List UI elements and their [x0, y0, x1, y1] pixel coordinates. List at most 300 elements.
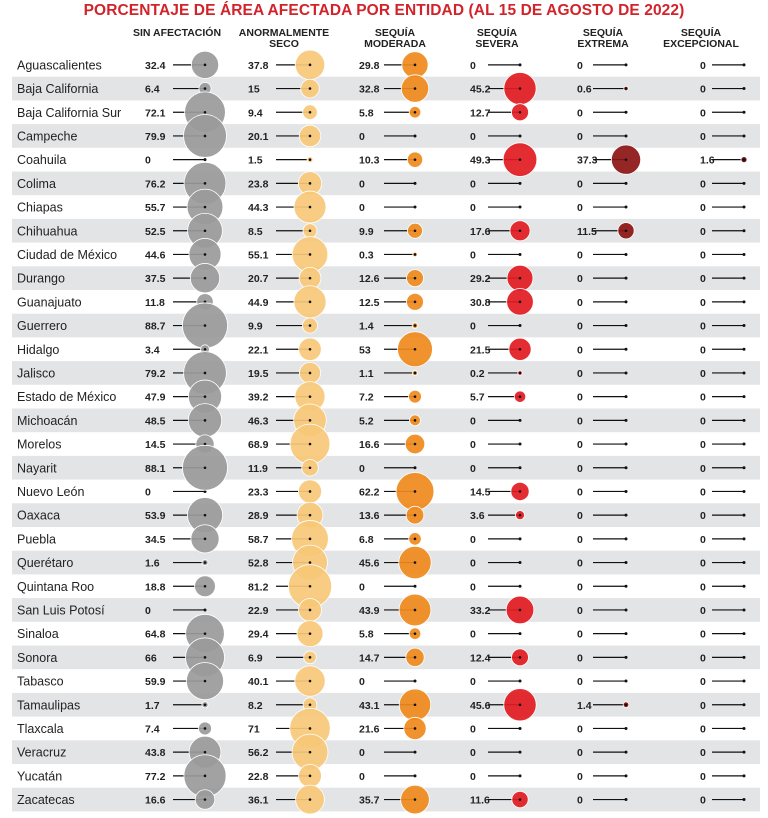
value-label-sequia-moderada: 9.9 [359, 225, 374, 238]
state-label: Sinaloa [17, 627, 59, 642]
state-label: Ciudad de México [17, 247, 118, 262]
value-label-sin-afectacion: 0 [145, 154, 151, 167]
endpoint-dot-sequia-extrema [625, 585, 628, 588]
endpoint-dot-sequia-extrema [625, 751, 628, 754]
value-label-sequia-moderada: 0 [359, 581, 365, 594]
bubble-center-dot [743, 158, 746, 161]
value-label-sin-afectacion: 1.6 [145, 557, 160, 570]
bubble-center-dot [204, 395, 207, 398]
state-label: Chihuahua [17, 224, 78, 239]
value-label-sequia-severa: 0 [470, 557, 476, 570]
state-label: Puebla [17, 532, 56, 547]
value-label-sequia-moderada: 21.6 [359, 723, 380, 736]
endpoint-dot-sequia-severa [519, 774, 522, 777]
value-label-sequia-severa: 12.7 [470, 107, 491, 120]
value-label-sequia-excepcional: 0 [700, 130, 706, 143]
value-label-sin-afectacion: 0 [145, 486, 151, 499]
value-label-sequia-severa: 0.2 [470, 367, 485, 380]
bubble-center-dot [309, 775, 312, 778]
value-label-anormalmente-seco: 71 [248, 723, 260, 736]
bubble-center-dot [204, 751, 207, 754]
bubble-center-dot [625, 87, 628, 90]
endpoint-dot-sequia-extrema [625, 490, 628, 493]
bubble-center-dot [414, 372, 417, 375]
value-label-sequia-moderada: 5.8 [359, 628, 374, 641]
value-label-sin-afectacion: 48.5 [145, 415, 166, 428]
value-label-sequia-extrema: 37.3 [577, 154, 598, 167]
endpoint-dot-sequia-moderada [414, 182, 417, 185]
endpoint-dot-sequia-extrema [625, 395, 628, 398]
value-label-sequia-excepcional: 0 [700, 510, 706, 523]
state-label: Querétaro [17, 556, 74, 571]
endpoint-dot-sequia-extrema [625, 514, 628, 517]
value-label-sequia-severa: 0 [470, 249, 476, 262]
bubble-center-dot [309, 632, 312, 635]
value-label-sequia-moderada: 62.2 [359, 486, 380, 499]
bubble-center-dot [519, 514, 522, 517]
value-label-anormalmente-seco: 15 [248, 83, 260, 96]
bubble-center-dot [625, 229, 628, 232]
endpoint-dot-sequia-severa [519, 466, 522, 469]
endpoint-dot-sequia-moderada [414, 206, 417, 209]
value-label-sin-afectacion: 44.6 [145, 249, 166, 262]
value-label-sequia-extrema: 0 [577, 794, 583, 807]
endpoint-dot-sequia-extrema [625, 277, 628, 280]
value-label-sequia-excepcional: 0 [700, 391, 706, 404]
value-label-sequia-excepcional: 0 [700, 178, 706, 191]
bubble-center-dot [519, 656, 522, 659]
value-label-sequia-moderada: 0 [359, 747, 365, 760]
value-label-sin-afectacion: 76.2 [145, 178, 166, 191]
value-label-sequia-excepcional: 0 [700, 557, 706, 570]
value-label-sequia-excepcional: 0 [700, 794, 706, 807]
endpoint-dot-sequia-excepcional [743, 206, 746, 209]
bubble-center-dot [204, 182, 207, 185]
bubble-center-dot [204, 64, 207, 67]
bubble-center-dot [204, 561, 207, 564]
bubble-center-dot [204, 538, 207, 541]
endpoint-dot-sequia-excepcional [743, 751, 746, 754]
bubble-center-dot [519, 348, 522, 351]
value-label-sequia-extrema: 0 [577, 391, 583, 404]
value-label-sequia-extrema: 0 [577, 202, 583, 215]
bubble-center-dot [414, 443, 417, 446]
value-label-anormalmente-seco: 81.2 [248, 581, 269, 594]
value-label-anormalmente-seco: 9.4 [248, 107, 263, 120]
value-label-anormalmente-seco: 56.2 [248, 747, 269, 760]
bubble-center-dot [204, 680, 207, 683]
bubble-center-dot [414, 229, 417, 232]
value-label-sequia-extrema: 0 [577, 628, 583, 641]
value-label-sequia-excepcional: 0 [700, 367, 706, 380]
value-label-anormalmente-seco: 55.1 [248, 249, 269, 262]
value-label-sequia-excepcional: 1.6 [700, 154, 715, 167]
column-header-sequia-excepcional: SEQUÍA EXCEPCIONAL [663, 27, 739, 50]
endpoint-dot-sequia-moderada [414, 466, 417, 469]
bubble-center-dot [519, 111, 522, 114]
value-label-sequia-moderada: 0 [359, 202, 365, 215]
state-label: Oaxaca [17, 508, 61, 523]
value-label-sequia-moderada: 16.6 [359, 439, 380, 452]
value-label-sequia-excepcional: 0 [700, 415, 706, 428]
value-label-sequia-moderada: 7.2 [359, 391, 374, 404]
endpoint-dot-sequia-excepcional [743, 63, 746, 66]
value-label-sequia-severa: 0 [470, 628, 476, 641]
bubble-center-dot [309, 443, 312, 446]
endpoint-dot-sequia-severa [519, 561, 522, 564]
value-label-sequia-moderada: 5.8 [359, 107, 374, 120]
state-label: Colima [17, 176, 56, 191]
value-label-anormalmente-seco: 52.8 [248, 557, 269, 570]
value-label-sequia-moderada: 45.6 [359, 557, 380, 570]
value-label-sequia-extrema: 0 [577, 770, 583, 783]
value-label-sin-afectacion: 53.9 [145, 510, 166, 523]
value-label-anormalmente-seco: 6.9 [248, 652, 263, 665]
bubble-center-dot [625, 158, 628, 161]
state-label: Baja California Sur [17, 105, 122, 120]
bubble-center-dot [309, 490, 312, 493]
endpoint-dot-sequia-excepcional [743, 229, 746, 232]
value-label-sequia-moderada: 14.7 [359, 652, 380, 665]
bubble-center-dot [204, 87, 207, 90]
value-label-sequia-moderada: 43.9 [359, 604, 380, 617]
state-label: Campeche [17, 129, 78, 144]
value-label-sequia-excepcional: 0 [700, 604, 706, 617]
endpoint-dot-sequia-severa [519, 63, 522, 66]
endpoint-dot-sequia-severa [519, 324, 522, 327]
endpoint-dot-sin-afectacion [204, 158, 207, 161]
value-label-sin-afectacion: 72.1 [145, 107, 166, 120]
value-label-anormalmente-seco: 37.8 [248, 59, 269, 72]
state-label: Nuevo León [17, 484, 85, 499]
state-label: Quintana Roo [17, 579, 95, 594]
bubble-center-dot [204, 703, 207, 706]
value-label-anormalmente-seco: 40.1 [248, 676, 269, 689]
bubble-center-dot [414, 301, 417, 304]
state-label: Tabasco [17, 674, 64, 689]
endpoint-dot-sequia-excepcional [743, 680, 746, 683]
bubble-center-dot [414, 798, 417, 801]
value-label-sequia-moderada: 10.3 [359, 154, 380, 167]
value-label-sequia-severa: 3.6 [470, 510, 485, 523]
state-label: Morelos [17, 437, 62, 452]
value-label-sin-afectacion: 79.2 [145, 367, 166, 380]
endpoint-dot-sequia-severa [519, 182, 522, 185]
value-label-sequia-moderada: 0 [359, 462, 365, 475]
state-label: Guanajuato [17, 295, 82, 310]
state-label: Tamaulipas [17, 698, 81, 713]
bubble-center-dot [204, 135, 207, 138]
value-label-sequia-severa: 11.6 [470, 794, 490, 807]
column-header-sequia-severa: SEQUÍA SEVERA [475, 27, 519, 50]
value-label-anormalmente-seco: 8.5 [248, 225, 263, 238]
endpoint-dot-sequia-severa [519, 585, 522, 588]
endpoint-dot-sequia-excepcional [743, 537, 746, 540]
endpoint-dot-sequia-extrema [625, 182, 628, 185]
value-label-sin-afectacion: 77.2 [145, 770, 166, 783]
endpoint-dot-sequia-excepcional [743, 371, 746, 374]
value-label-sequia-extrema: 0 [577, 107, 583, 120]
endpoint-dot-sequia-extrema [625, 466, 628, 469]
bubble-center-dot [519, 372, 522, 375]
value-label-sin-afectacion: 34.5 [145, 533, 166, 546]
endpoint-dot-sequia-severa [519, 727, 522, 730]
value-label-sequia-excepcional: 0 [700, 747, 706, 760]
value-label-sin-afectacion: 18.8 [145, 581, 166, 594]
value-label-anormalmente-seco: 20.1 [248, 130, 269, 143]
state-label: Guerrero [17, 319, 68, 334]
endpoint-dot-sequia-severa [519, 206, 522, 209]
bubble-center-dot [309, 561, 312, 564]
bubble-center-dot [309, 680, 312, 683]
bubble-center-dot [204, 632, 207, 635]
value-label-anormalmente-seco: 1.5 [248, 154, 263, 167]
value-label-sequia-extrema: 0 [577, 320, 583, 333]
bubble-center-dot [519, 87, 522, 90]
value-label-sequia-severa: 45.6 [470, 699, 491, 712]
value-label-sequia-severa: 29.2 [470, 273, 491, 286]
bubble-center-dot [309, 656, 312, 659]
state-label: Tlaxcala [17, 721, 64, 736]
value-label-sequia-excepcional: 0 [700, 676, 706, 689]
bubble-center-dot [309, 206, 312, 209]
value-label-sequia-moderada: 0 [359, 130, 365, 143]
endpoint-dot-sequia-extrema [625, 774, 628, 777]
bubble-center-dot [204, 324, 207, 327]
value-label-anormalmente-seco: 11.9 [248, 462, 268, 475]
endpoint-dot-sequia-extrema [625, 656, 628, 659]
value-label-sequia-extrema: 0 [577, 249, 583, 262]
value-label-sequia-excepcional: 0 [700, 249, 706, 262]
endpoint-dot-sequia-extrema [625, 680, 628, 683]
bubble-center-dot [204, 419, 207, 422]
bubble-center-dot [309, 135, 312, 138]
state-label: Yucatán [17, 769, 63, 784]
value-label-sequia-excepcional: 0 [700, 296, 706, 309]
value-label-sequia-excepcional: 0 [700, 273, 706, 286]
value-label-sequia-severa: 0 [470, 130, 476, 143]
bubble-center-dot [519, 490, 522, 493]
bubble-center-dot [204, 775, 207, 778]
endpoint-dot-sequia-excepcional [743, 277, 746, 280]
value-label-sequia-severa: 21.5 [470, 344, 491, 357]
bubble-center-dot [414, 324, 417, 327]
value-label-sin-afectacion: 88.7 [145, 320, 166, 333]
bubble-center-dot [309, 64, 312, 67]
value-label-sequia-moderada: 35.7 [359, 794, 380, 807]
value-label-sin-afectacion: 16.6 [145, 794, 166, 807]
endpoint-dot-sequia-excepcional [743, 514, 746, 517]
value-label-sequia-severa: 0 [470, 723, 476, 736]
value-label-sequia-excepcional: 0 [700, 533, 706, 546]
bubble-center-dot [204, 253, 207, 256]
endpoint-dot-sequia-extrema [625, 206, 628, 209]
column-header-sin-afectacion: SIN AFECTACIÓN [132, 27, 222, 39]
endpoint-dot-sequia-excepcional [743, 798, 746, 801]
value-label-anormalmente-seco: 28.9 [248, 510, 269, 523]
bubble-center-dot [204, 372, 207, 375]
value-label-sequia-extrema: 0 [577, 462, 583, 475]
endpoint-dot-sequia-excepcional [743, 727, 746, 730]
endpoint-dot-sequia-severa [519, 751, 522, 754]
value-label-sequia-extrema: 0 [577, 415, 583, 428]
endpoint-dot-sequia-moderada [414, 774, 417, 777]
value-label-sequia-extrema: 11.5 [577, 225, 597, 238]
endpoint-dot-sin-afectacion [204, 608, 207, 611]
value-label-sequia-moderada: 43.1 [359, 699, 380, 712]
endpoint-dot-sequia-extrema [625, 798, 628, 801]
bubble-center-dot [309, 419, 312, 422]
state-label: San Luis Potosí [17, 603, 105, 618]
bubble-center-dot [414, 395, 417, 398]
value-label-sequia-excepcional: 0 [700, 83, 706, 96]
endpoint-dot-sequia-excepcional [743, 561, 746, 564]
bubble-center-dot [414, 727, 417, 730]
value-label-sequia-moderada: 1.4 [359, 320, 374, 333]
bubble-center-dot [309, 395, 312, 398]
endpoint-dot-sequia-excepcional [743, 300, 746, 303]
value-label-sin-afectacion: 55.7 [145, 202, 166, 215]
value-label-sequia-severa: 0 [470, 59, 476, 72]
value-label-sequia-severa: 0 [470, 415, 476, 428]
value-label-anormalmente-seco: 19.5 [248, 367, 269, 380]
value-label-sequia-severa: 0 [470, 581, 476, 594]
value-label-sin-afectacion: 79.9 [145, 130, 166, 143]
endpoint-dot-sequia-extrema [625, 632, 628, 635]
bubble-center-dot [204, 585, 207, 588]
value-label-sequia-severa: 0 [470, 320, 476, 333]
value-label-anormalmente-seco: 20.7 [248, 273, 269, 286]
endpoint-dot-sequia-severa [519, 443, 522, 446]
endpoint-dot-sequia-excepcional [743, 419, 746, 422]
bubble-center-dot [414, 277, 417, 280]
value-label-sequia-moderada: 29.8 [359, 59, 380, 72]
value-label-sequia-excepcional: 0 [700, 59, 706, 72]
value-label-sequia-moderada: 0 [359, 770, 365, 783]
bubble-center-dot [309, 277, 312, 280]
bubble-center-dot [414, 158, 417, 161]
value-label-sequia-severa: 30.8 [470, 296, 491, 309]
value-label-sequia-excepcional: 0 [700, 202, 706, 215]
state-label: Durango [17, 271, 65, 286]
state-label: Baja California [17, 82, 99, 97]
value-label-sequia-severa: 0 [470, 462, 476, 475]
value-label-sequia-extrema: 0 [577, 747, 583, 760]
bubble-center-dot [309, 324, 312, 327]
value-label-sequia-excepcional: 0 [700, 486, 706, 499]
bubble-center-dot [309, 158, 312, 161]
state-label: Chiapas [17, 200, 63, 215]
endpoint-dot-sequia-extrema [625, 371, 628, 374]
value-label-sequia-excepcional: 0 [700, 225, 706, 238]
value-label-sequia-extrema: 0 [577, 130, 583, 143]
bubble-center-dot [414, 703, 417, 706]
value-label-sequia-moderada: 0 [359, 178, 365, 191]
state-label: Coahuila [17, 153, 67, 168]
value-label-sequia-extrema: 0 [577, 533, 583, 546]
value-label-sequia-moderada: 5.2 [359, 415, 374, 428]
bubble-center-dot [414, 348, 417, 351]
endpoint-dot-sequia-excepcional [743, 253, 746, 256]
value-label-sin-afectacion: 43.8 [145, 747, 166, 760]
bubble-center-dot [309, 538, 312, 541]
state-label: Jalisco [17, 366, 56, 381]
bubble-center-dot [309, 609, 312, 612]
value-label-sequia-moderada: 1.1 [359, 367, 374, 380]
value-label-sequia-moderada: 53 [359, 344, 371, 357]
state-label: Zacatecas [17, 793, 75, 808]
endpoint-dot-sequia-extrema [625, 324, 628, 327]
value-label-sequia-severa: 0 [470, 439, 476, 452]
bubble-center-dot [204, 277, 207, 280]
bubble-center-dot [204, 466, 207, 469]
bubble-center-dot [309, 229, 312, 232]
value-label-anormalmente-seco: 58.7 [248, 533, 269, 546]
chart-title: PORCENTAJE DE ÁREA AFECTADA POR ENTIDAD (AL 15 DE AGOSTO DE 2022) [83, 2, 685, 19]
value-label-sequia-extrema: 0 [577, 344, 583, 357]
value-label-sequia-severa: 0 [470, 178, 476, 191]
bubble-center-dot [519, 277, 522, 280]
value-label-sequia-extrema: 0 [577, 178, 583, 191]
bubble-center-dot [519, 609, 522, 612]
value-label-anormalmente-seco: 22.9 [248, 604, 269, 617]
endpoint-dot-sequia-extrema [625, 419, 628, 422]
value-label-sequia-severa: 0 [470, 747, 476, 760]
bubble-center-dot [519, 395, 522, 398]
value-label-anormalmente-seco: 23.3 [248, 486, 269, 499]
bubble-center-dot [519, 158, 522, 161]
bubble-center-dot [309, 703, 312, 706]
endpoint-dot-sequia-severa [519, 134, 522, 137]
endpoint-dot-sequia-excepcional [743, 608, 746, 611]
endpoint-dot-sequia-excepcional [743, 490, 746, 493]
value-label-sequia-severa: 49.3 [470, 154, 491, 167]
endpoint-dot-sequia-excepcional [743, 182, 746, 185]
bubble-center-dot [204, 206, 207, 209]
value-label-sequia-extrema: 0 [577, 510, 583, 523]
bubble-center-dot [519, 229, 522, 232]
value-label-sin-afectacion: 3.4 [145, 344, 160, 357]
value-label-sin-afectacion: 59.9 [145, 676, 166, 689]
value-label-sequia-moderada: 0 [359, 676, 365, 689]
state-label: Hidalgo [17, 342, 60, 357]
bubble-center-dot [414, 111, 417, 114]
endpoint-dot-sequia-extrema [625, 300, 628, 303]
bubble-center-dot [309, 182, 312, 185]
state-label: Veracruz [17, 745, 67, 760]
bubble-center-dot [309, 87, 312, 90]
endpoint-dot-sequia-moderada [414, 134, 417, 137]
endpoint-dot-sequia-excepcional [743, 111, 746, 114]
bubble-center-dot [309, 348, 312, 351]
endpoint-dot-sequia-excepcional [743, 703, 746, 706]
bubble-center-dot [309, 751, 312, 754]
value-label-sin-afectacion: 14.5 [145, 439, 166, 452]
bubble-center-dot [414, 87, 417, 90]
endpoint-dot-sequia-excepcional [743, 632, 746, 635]
value-label-sin-afectacion: 0 [145, 604, 151, 617]
endpoint-dot-sequia-excepcional [743, 774, 746, 777]
value-label-sequia-extrema: 0 [577, 723, 583, 736]
value-label-anormalmente-seco: 44.3 [248, 202, 269, 215]
value-label-sequia-extrema: 0 [577, 676, 583, 689]
value-label-sequia-excepcional: 0 [700, 581, 706, 594]
bubble-center-dot [625, 703, 628, 706]
value-label-sequia-extrema: 0 [577, 273, 583, 286]
bubble-center-dot [309, 301, 312, 304]
value-label-anormalmente-seco: 22.1 [248, 344, 269, 357]
value-label-anormalmente-seco: 29.4 [248, 628, 269, 641]
